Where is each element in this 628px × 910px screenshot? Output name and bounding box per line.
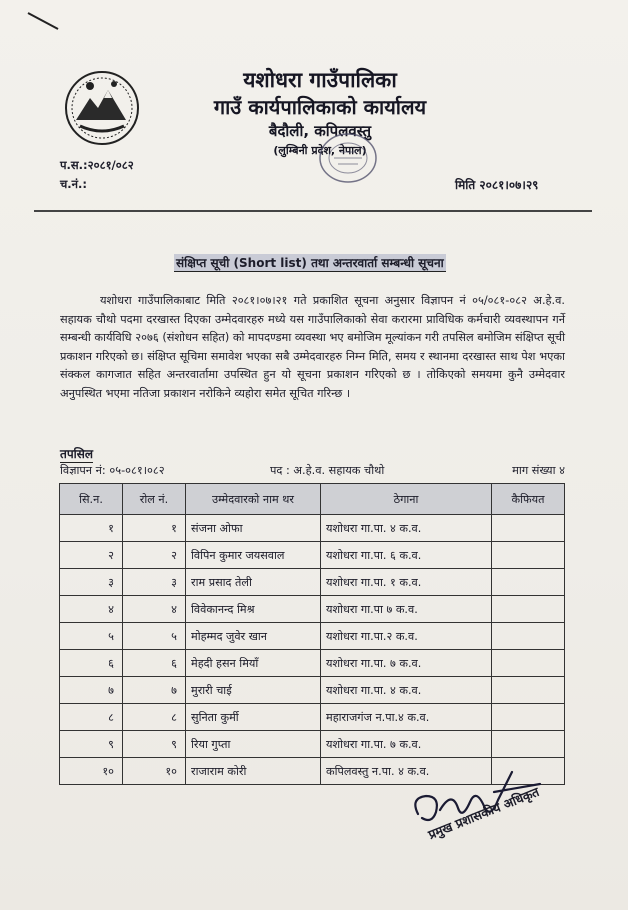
serial-cell: ५	[60, 623, 123, 650]
serial-cell: ६	[60, 650, 123, 677]
roll-cell: ४	[123, 596, 186, 623]
serial-cell: ४	[60, 596, 123, 623]
dispatch-number: च.नं.:	[60, 177, 88, 191]
serial-cell: ९	[60, 731, 123, 758]
remarks-cell	[492, 677, 565, 704]
table-row	[60, 731, 565, 758]
remarks-cell	[492, 704, 565, 731]
serial-cell: ८	[60, 704, 123, 731]
notice-date: मिति २०८१।०७।२९	[455, 178, 539, 192]
serial-cell: २	[60, 542, 123, 569]
remarks-cell	[492, 569, 565, 596]
table-row	[60, 569, 565, 596]
divider	[34, 210, 592, 212]
letter-number: प.स.:२०८१/०८२	[60, 158, 134, 172]
address-cell: यशोधरा गा.पा. ७ क.व.	[321, 731, 492, 758]
reference-block	[60, 156, 134, 194]
remarks-cell	[492, 542, 565, 569]
table-row	[60, 677, 565, 704]
name-cell: विवेकानन्द मिश्र	[186, 596, 321, 623]
table-header-row	[60, 484, 565, 515]
address-cell: यशोधरा गा.पा. १ क.व.	[321, 569, 492, 596]
col-roll: रोल नं.	[123, 484, 186, 515]
signatory-title: प्रमुख प्रशासकीय अधिकृत	[426, 783, 542, 843]
province: (लुम्बिनी प्रदेश, नेपाल)	[273, 144, 367, 157]
table-row	[60, 650, 565, 677]
serial-cell: ७	[60, 677, 123, 704]
candidate-table	[59, 483, 565, 785]
name-cell: राम प्रसाद तेली	[186, 569, 321, 596]
name-cell: मोहम्मद जुवेर खान	[186, 623, 321, 650]
name-cell: विपिन कुमार जयसवाल	[186, 542, 321, 569]
address-cell: यशोधरा गा.पा. ४ क.व.	[321, 515, 492, 542]
vacancy-info	[60, 463, 565, 479]
table-row	[60, 623, 565, 650]
post-name: पद : अ.हे.व. सहायक चौथो	[270, 464, 385, 477]
roll-cell: ५	[123, 623, 186, 650]
address-cell: यशोधरा गा.पा.२ क.व.	[321, 623, 492, 650]
col-name: उम्मेदवारको नाम थर	[186, 484, 321, 515]
col-serial: सि.न.	[60, 484, 123, 515]
table-row	[60, 704, 565, 731]
roll-cell: ७	[123, 677, 186, 704]
office-name: गाउँ कार्यपालिकाको कार्यालय	[213, 95, 427, 119]
advertisement-number: विज्ञापन नं: ०५-०८१।०८२	[60, 464, 165, 477]
roll-cell: ८	[123, 704, 186, 731]
table-row	[60, 542, 565, 569]
roll-cell: ९	[123, 731, 186, 758]
office-address: बैदौली, कपिलवस्तु	[268, 122, 372, 140]
serial-cell: ३	[60, 569, 123, 596]
table-row	[60, 596, 565, 623]
office-stamp	[316, 130, 380, 186]
nepal-emblem-icon	[62, 68, 142, 148]
serial-cell: १	[60, 515, 123, 542]
name-cell: मुरारी चाई	[186, 677, 321, 704]
demand-count: माग संख्या ४	[512, 464, 565, 477]
address-cell: यशोधरा गा.पा. ७ क.व.	[321, 650, 492, 677]
table-row	[60, 515, 565, 542]
remarks-cell	[492, 623, 565, 650]
remarks-cell	[492, 650, 565, 677]
roll-cell: २	[123, 542, 186, 569]
name-cell: राजाराम कोरी	[186, 758, 321, 785]
notice-body: यशोधरा गाउँपालिकाबाट मिति २०८१।०७।२१ गते प्रकाशित सूचना अनुसार विज्ञापन नं ०५/०८१-०८२ अ.हे.व. सहायक चौथो पदमा दरखास्त दिएका उम्मेदवारहरु मध्ये यस गाउँपालिकाको सेवा करारमा प्राविधिक कर्मचारी व्यवस्थापन गर्ने सम्बन्धी कार्यविधि २०७६ (संशोधन सहित) को मापदण्डमा व्यवस्था भए बमोजिम मूल्यांकन गरी तपसिल बमोजिम संक्षिप्त सूची प्रकाशन गरिएको छ। संक्षिप्त सूचिमा समावेश भएका सबै उम्मेदवारहरु निम्न मिति, समय र स्थानमा दरखास्त साथ पेश भएका संक्कल कागजात सहित अन्तरवार्तामा उपस्थित हुन यो सूचना प्रकाशन गरिएको छ । तोकिएको समयमा कुनै उम्मेदवार अनुपस्थित भएमा नतिजा प्रकाशन नरोकिने व्यहोरा समेत सूचित गरिन्छ ।	[60, 294, 565, 400]
col-remarks: कैफियत	[492, 484, 565, 515]
roll-cell: ३	[123, 569, 186, 596]
name-cell: रिया गुप्ता	[186, 731, 321, 758]
address-cell: यशोधरा गा.पा. ४ क.व.	[321, 677, 492, 704]
address-cell: यशोधरा गा.पा. ६ क.व.	[321, 542, 492, 569]
name-cell: सुनिता कुर्मी	[186, 704, 321, 731]
serial-cell: १०	[60, 758, 123, 785]
name-cell: मेहदी हसन मियाँ	[186, 650, 321, 677]
roll-cell: १०	[123, 758, 186, 785]
details-heading: तपसिल	[60, 447, 94, 461]
roll-cell: ६	[123, 650, 186, 677]
remarks-cell	[492, 596, 565, 623]
address-cell: यशोधरा गा.पा ७ क.व.	[321, 596, 492, 623]
address-cell: कपिलवस्तु न.पा. ४ क.व.	[321, 758, 492, 785]
col-address: ठेगाना	[321, 484, 492, 515]
pen-mark	[28, 12, 59, 30]
municipality-name: यशोधरा गाउँपालिका	[243, 68, 397, 92]
remarks-cell	[492, 731, 565, 758]
remarks-cell	[492, 515, 565, 542]
address-cell: महाराजगंज न.पा.४ क.व.	[321, 704, 492, 731]
name-cell: संजना ओफा	[186, 515, 321, 542]
roll-cell: १	[123, 515, 186, 542]
notice-subject: संक्षिप्त सूची (Short list) तथा अन्तरवार्ता सम्बन्धी सूचना	[176, 256, 444, 270]
